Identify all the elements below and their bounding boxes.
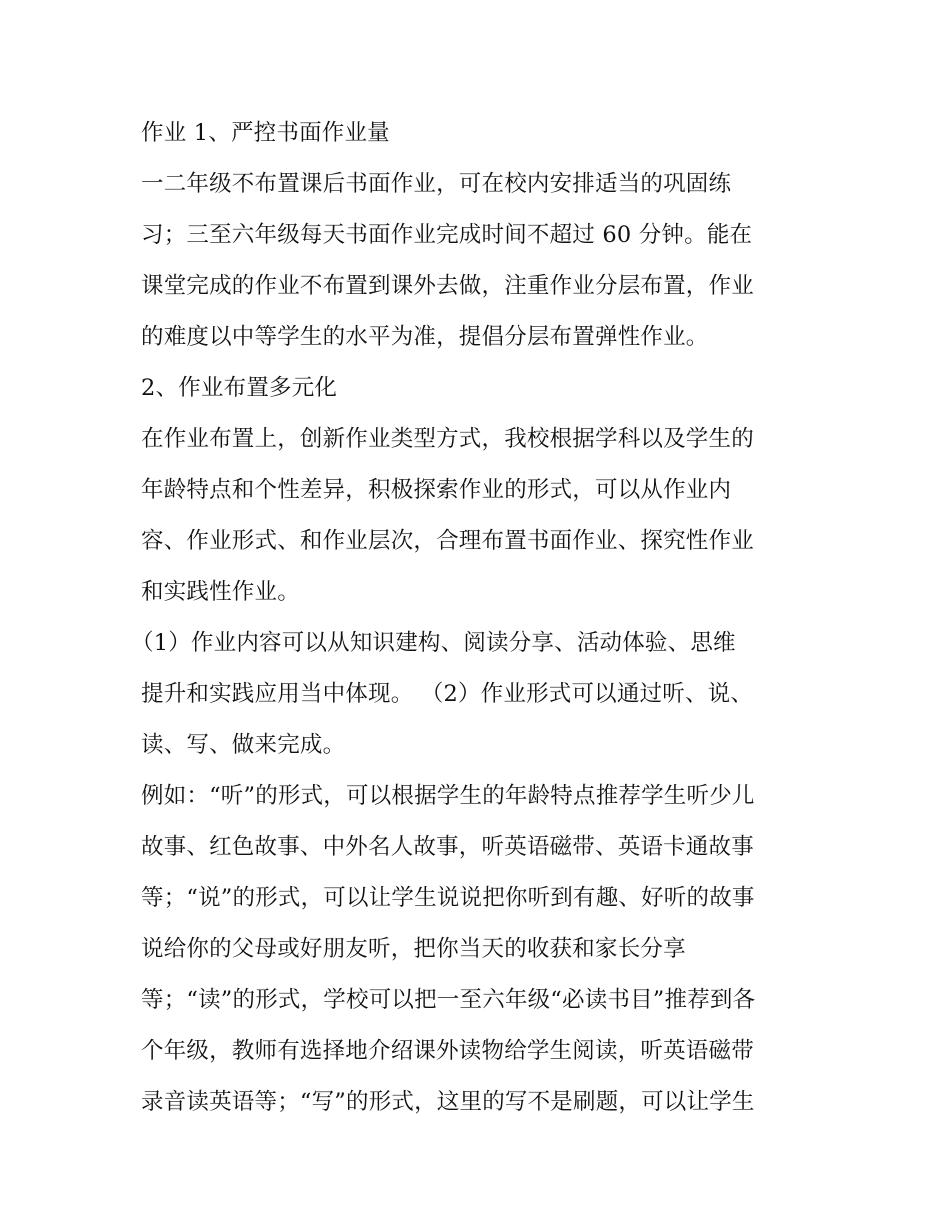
paragraph-line: 例如：“听”的形式，可以根据学生的年龄特点推荐学生听少儿: [141, 783, 755, 809]
paragraph-line: 个年级，教师有选择地介绍课外读物给学生阅读，听英语磁带: [141, 1038, 754, 1064]
paragraph-line: 说给你的父母或好朋友听，把你当天的收获和家长分享: [141, 936, 686, 962]
paragraph-line: 课堂完成的作业不布置到课外去做，注重作业分层布置，作业: [141, 273, 754, 299]
body-text: [131, 108, 821, 1128]
paragraph-line: 等；“读”的形式，学校可以把一至六年级“必读书目”推荐到各: [141, 987, 756, 1013]
paragraph-line: 故事、红色故事、中外名人故事，听英语磁带、英语卡通故事: [141, 834, 754, 860]
section-heading-2: 2、作业布置多元化: [141, 375, 338, 401]
paragraph-line: 读、写、做来完成。: [141, 732, 346, 758]
section-heading-1: 作业 1、严控书面作业量: [141, 120, 390, 146]
paragraph-line: 在作业布置上，创新作业类型方式，我校根据学科以及学生的: [141, 426, 754, 452]
paragraph-line: 一二年级不布置课后书面作业，可在校内安排适当的巩固练: [141, 171, 732, 197]
paragraph-line: 录音读英语等；“写”的形式，这里的写不是刷题，可以让学生: [141, 1089, 755, 1115]
paragraph-line: 年龄特点和个性差异，积极探索作业的形式，可以从作业内: [141, 477, 732, 503]
paragraph-line: （1）作业内容可以从知识建构、阅读分享、活动体验、思维: [131, 630, 736, 656]
paragraph-line: 等；“说”的形式，可以让学生说说把你听到有趣、好听的故事: [141, 885, 755, 911]
paragraph-line: 和实践性作业。: [141, 579, 300, 605]
paragraph-line: 容、作业形式、和作业层次，合理布置书面作业、探究性作业: [141, 528, 754, 554]
paragraph-line: 的难度以中等学生的水平为准，提倡分层布置弹性作业。: [141, 324, 709, 350]
paragraph-line: 提升和实践应用当中体现。 （2）作业形式可以通过听、说、: [141, 681, 754, 707]
paragraph-line: 习；三至六年级每天书面作业完成时间不超过 60 分钟。能在: [141, 222, 753, 248]
